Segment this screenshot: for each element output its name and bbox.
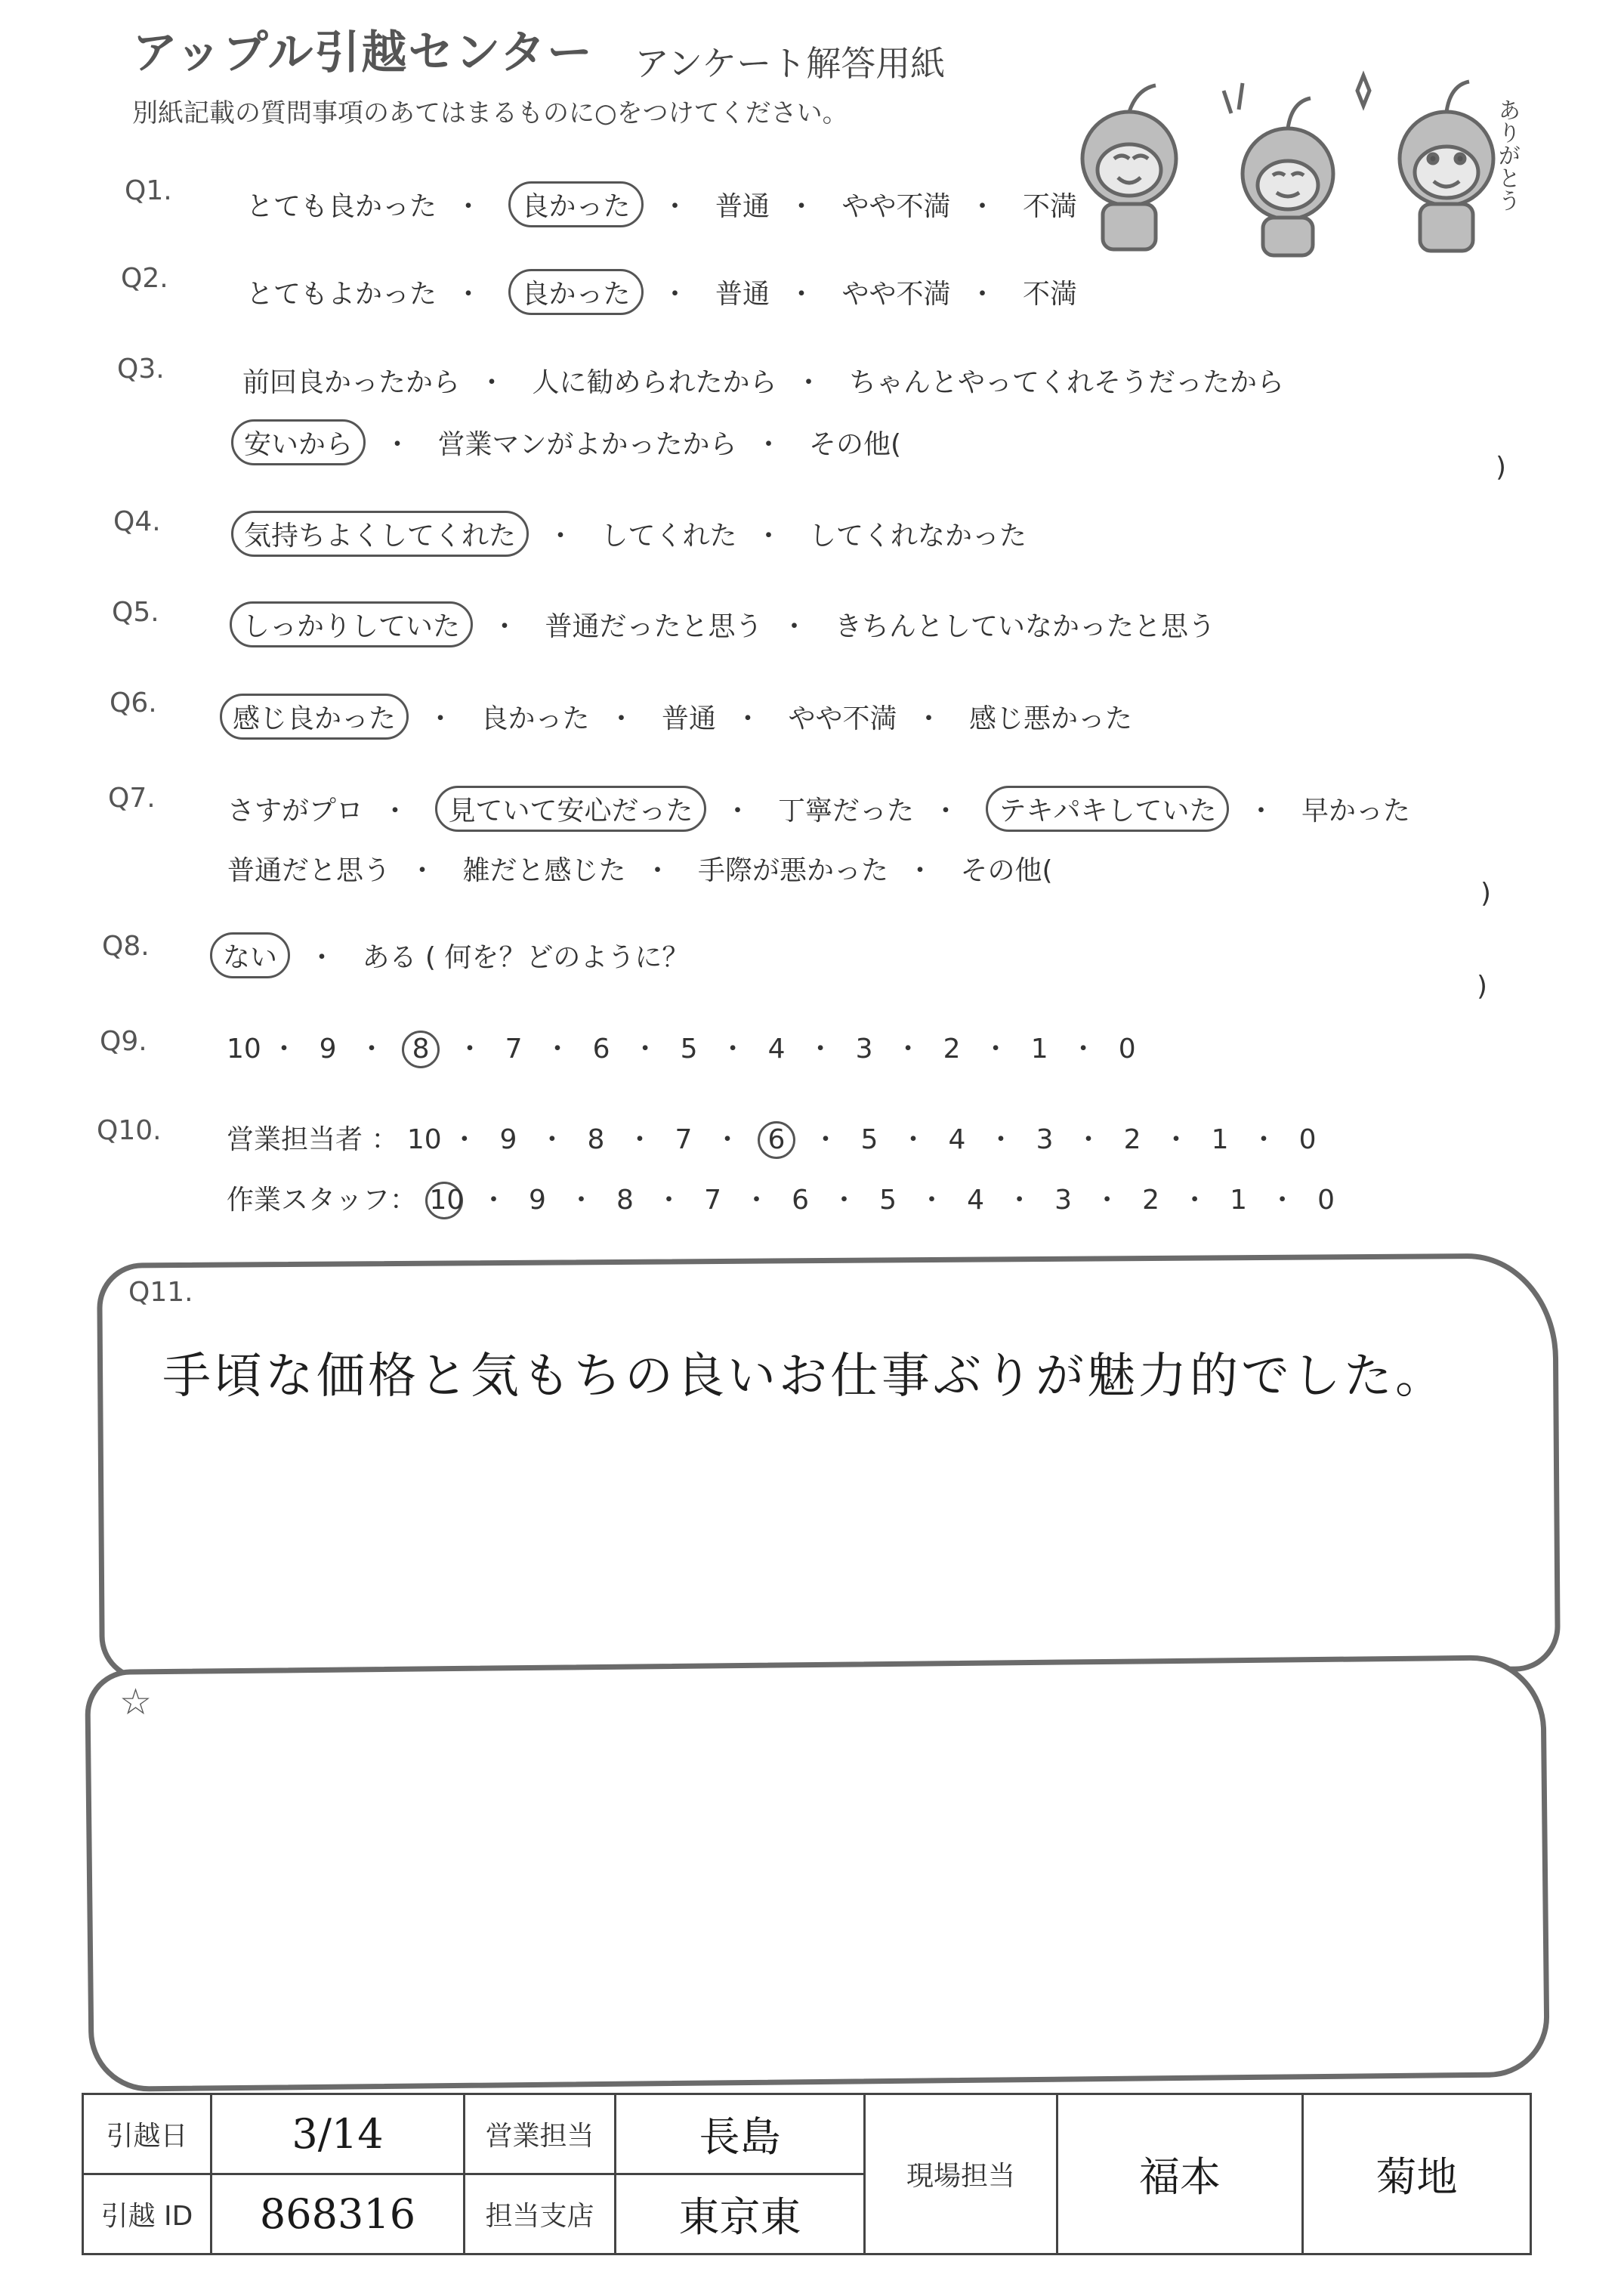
q1-option[interactable]: やや不満 (841, 191, 951, 222)
q10-sales-separator: ・ (1250, 1124, 1278, 1155)
q9-label: Q9. (100, 1026, 147, 1057)
move-date-label: 引越日 (83, 2094, 211, 2174)
q2-options: とてもよかった ・ 良かった ・ 普通 ・ やや不満 ・ 不満 (242, 269, 1082, 315)
q4-options: 気持ちよくしてくれた ・ してくれた ・ してくれなかった (227, 511, 1031, 557)
q10-staff-separator: ・ (1181, 1185, 1209, 1216)
q3-option[interactable]: 営業マンがよかったから (437, 429, 737, 460)
q10-sales-separator: ・ (987, 1124, 1015, 1155)
sales-rep-label: 営業担当 (465, 2094, 616, 2174)
q2-option[interactable]: とてもよかった (246, 279, 437, 310)
q7-option[interactable]: 雑だと感じた (462, 855, 626, 886)
q8-close-paren: ) (1477, 971, 1488, 1002)
q1-options: とても良かった ・ 良かった ・ 普通 ・ やや不満 ・ 不満 (242, 181, 1082, 227)
q5-label: Q5. (112, 597, 159, 628)
branch-label: 担当支店 (465, 2174, 616, 2254)
footer-info-table (82, 2093, 1532, 2255)
q6-option-selected[interactable]: 感じ良かった (220, 694, 409, 740)
q10-sales-label: 営業担当者 ： (227, 1124, 399, 1155)
star-icon: ☆ (119, 1681, 153, 1723)
q2-option-selected[interactable]: 良かった (508, 269, 643, 315)
move-date-value: 3/14 (211, 2094, 465, 2174)
q10-sales-score[interactable]: 8 (587, 1124, 605, 1155)
q10-staff-score[interactable]: 3 (1054, 1185, 1073, 1216)
q10-staff-separator: ・ (480, 1185, 508, 1216)
q9-separator: ・ (456, 1034, 484, 1065)
q9-score[interactable]: 10 (227, 1034, 261, 1065)
q8-option[interactable]: ある ( 何を？どのように？ (362, 942, 690, 973)
site-staff-2-value: 菊地 (1303, 2094, 1531, 2254)
q10-sales-score[interactable]: 4 (948, 1124, 966, 1155)
q1-option-selected[interactable]: 良かった (508, 181, 643, 227)
q4-label: Q4. (113, 506, 161, 537)
q10-staff-separator: ・ (830, 1185, 858, 1216)
q10-staff-separator: ・ (1005, 1185, 1033, 1216)
q9-separator: ・ (270, 1034, 298, 1065)
q9-separator: ・ (807, 1034, 835, 1065)
q5-options: しっかりしていた ・ 普通だったと思う ・ きちんとしていなかったと思う (225, 601, 1220, 647)
q10-staff-score[interactable]: 1 (1230, 1185, 1248, 1216)
q10-sales-score[interactable]: 5 (860, 1124, 878, 1155)
q1-option[interactable]: 普通 (715, 191, 770, 222)
q10-staff-separator: ・ (655, 1185, 683, 1216)
q6-label: Q6. (110, 688, 157, 718)
q10-sales-score[interactable]: 2 (1123, 1124, 1141, 1155)
q3-option[interactable]: 前回良かったから (242, 367, 461, 398)
q7-label: Q7. (108, 783, 156, 814)
q5-option[interactable]: きちんとしていなかったと思う (834, 611, 1215, 642)
q2-label: Q2. (121, 263, 168, 294)
q2-option[interactable]: 普通 (715, 279, 770, 310)
move-id-value: 868316 (211, 2174, 465, 2254)
q10-sales-separator: ・ (811, 1124, 839, 1155)
site-staff-1-value: 福本 (1057, 2094, 1303, 2254)
q3-option-other[interactable]: その他( (808, 429, 902, 460)
q6-option[interactable]: 感じ悪かった (968, 703, 1132, 734)
q8-option-selected[interactable]: ない (210, 932, 290, 978)
q10-sales-separator: ・ (713, 1124, 741, 1155)
q2-option[interactable]: 不満 (1022, 279, 1077, 310)
q9-separator: ・ (544, 1034, 572, 1065)
q10-sales-score[interactable]: 10 (406, 1124, 442, 1155)
q10-sales-separator: ・ (1162, 1124, 1190, 1155)
q10-sales-separator: ・ (625, 1124, 653, 1155)
q3-options-line2: 安いから ・ 営業マンがよかったから ・ その他( (227, 419, 906, 465)
q10-label: Q10. (97, 1115, 162, 1146)
q10-sales-scale (407, 1124, 1321, 1155)
q10-staff-score[interactable]: 0 (1317, 1185, 1335, 1216)
q4-option[interactable]: してくれた (601, 521, 737, 552)
q5-option[interactable]: 普通だったと思う (545, 611, 763, 642)
q10-staff-score[interactable]: 5 (879, 1185, 897, 1216)
q7-option[interactable]: 手際が悪かった (697, 855, 888, 886)
sales-rep-value: 長島 (616, 2094, 865, 2174)
mascot-caption: ありがとう (1493, 98, 1521, 212)
q10-staff-score[interactable]: 6 (792, 1185, 809, 1216)
q10-staff-score-selected[interactable]: 10 (425, 1182, 463, 1219)
q3-option-selected[interactable]: 安いから (231, 419, 366, 465)
q10-sales-separator: ・ (450, 1124, 478, 1155)
q10-staff-label: 作業スタッフ： (227, 1185, 418, 1216)
q3-option[interactable]: ちゃんとやってくれそうだったから (848, 367, 1284, 398)
star-comment-box[interactable] (85, 1655, 1550, 2092)
q10-staff-separator: ・ (743, 1185, 770, 1216)
q3-option[interactable]: 人に勧められたから (532, 367, 777, 398)
monkey-1-icon (1082, 85, 1176, 249)
q11-answer-box[interactable] (97, 1253, 1561, 1681)
q8-options: ない ・ ある ( 何を？どのように？ (205, 932, 693, 978)
q10-staff-score[interactable]: 2 (1142, 1185, 1160, 1216)
q11-handwritten-answer: 手頃な価格と気もちの良いお仕事ぶりが魅力的でした。 (162, 1349, 1446, 1405)
q2-option[interactable]: やや不満 (841, 279, 951, 310)
q4-option[interactable]: してくれなかった (808, 521, 1027, 552)
q9-score[interactable]: 5 (680, 1034, 698, 1065)
q7-option-other[interactable]: その他( (960, 855, 1053, 886)
q6-option[interactable]: 普通 (661, 703, 716, 734)
q10-staff-row (227, 1179, 1340, 1219)
q10-staff-score[interactable]: 4 (967, 1185, 985, 1216)
q7-close-paren: ) (1480, 878, 1492, 909)
site-staff-label: 現場担当 (865, 2094, 1057, 2254)
q7-option-selected[interactable]: 見ていて安心だった (435, 786, 705, 832)
q3-options-line1: 前回良かったから ・ 人に勧められたから ・ ちゃんとやってくれそうだったから (238, 361, 1289, 400)
monkey-3-icon (1400, 82, 1493, 251)
q10-staff-separator: ・ (918, 1185, 946, 1216)
q9-separator: ・ (631, 1034, 659, 1065)
branch-value: 東京東 (616, 2174, 865, 2254)
q4-option-selected[interactable]: 気持ちよくしてくれた (231, 511, 529, 557)
q10-staff-separator: ・ (567, 1185, 595, 1216)
q9-separator: ・ (1070, 1034, 1098, 1065)
q7-option[interactable]: 早かった (1301, 796, 1410, 827)
q9-score[interactable]: 7 (505, 1034, 523, 1065)
q10-sales-score[interactable]: 7 (675, 1124, 693, 1155)
q7-options-line2: 普通だと思う ・ 雑だと感じた ・ 手際が悪かった ・ その他( (223, 849, 1057, 888)
q10-sales-separator: ・ (1075, 1124, 1103, 1155)
q6-options: 感じ良かった ・ 良かった ・ 普通 ・ やや不満 ・ 感じ悪かった (215, 694, 1137, 740)
q9-score-selected[interactable]: 8 (402, 1031, 440, 1068)
q6-option[interactable]: やや不満 (788, 703, 897, 734)
q1-option[interactable]: とても良かった (246, 191, 437, 222)
company-name: アップル引越センター (132, 26, 594, 79)
q10-sales-separator: ・ (899, 1124, 927, 1155)
q10-staff-score[interactable]: 9 (529, 1185, 546, 1216)
q10-sales-score[interactable]: 1 (1211, 1124, 1229, 1155)
monkey-2-icon (1243, 98, 1333, 255)
q10-staff-score[interactable]: 8 (616, 1185, 634, 1216)
q11-label: Q11. (128, 1277, 193, 1308)
q3-label: Q3. (117, 354, 165, 385)
q9-score[interactable]: 2 (943, 1034, 961, 1065)
q6-option[interactable]: 良かった (480, 703, 590, 734)
monkey-mascot-illustration (1057, 45, 1556, 264)
q1-label: Q1. (125, 175, 172, 206)
q10-sales-score-selected[interactable]: 6 (758, 1121, 795, 1159)
q9-separator: ・ (894, 1034, 922, 1065)
q3-close-paren: ) (1496, 452, 1507, 483)
q7-option[interactable]: 丁寧だった (777, 796, 914, 827)
q7-option-selected[interactable]: テキパキしていた (986, 786, 1229, 832)
q9-score[interactable]: 6 (592, 1034, 610, 1065)
form-title: アンケート解答用紙 (634, 43, 946, 84)
q10-staff-score[interactable]: 7 (704, 1185, 721, 1216)
q10-staff-separator: ・ (1093, 1185, 1121, 1216)
q9-score[interactable]: 1 (1030, 1034, 1048, 1065)
q10-staff-scale (425, 1185, 1339, 1216)
q9-score[interactable]: 0 (1118, 1034, 1136, 1065)
q7-option[interactable]: さすがプロ (227, 796, 364, 827)
q9-scale (227, 1028, 1141, 1068)
q7-options-line1: さすがプロ ・ 見ていて安心だった ・ 丁寧だった ・ テキパキしていた ・ 早かった (223, 786, 1415, 832)
q9-separator: ・ (719, 1034, 747, 1065)
q9-separator: ・ (982, 1034, 1010, 1065)
q9-score[interactable]: 9 (319, 1034, 337, 1065)
q7-option[interactable]: 普通だと思う (227, 855, 391, 886)
q8-label: Q8. (102, 931, 150, 962)
q9-separator: ・ (358, 1034, 386, 1065)
q1-option[interactable]: 不満 (1022, 191, 1077, 222)
q10-staff-separator: ・ (1268, 1185, 1296, 1216)
q10-sales-row (227, 1118, 1321, 1159)
q9-score[interactable]: 3 (855, 1034, 873, 1065)
q10-sales-score[interactable]: 3 (1036, 1124, 1054, 1155)
q9-score[interactable]: 4 (767, 1034, 786, 1065)
q10-sales-separator: ・ (538, 1124, 566, 1155)
move-id-label: 引越 ID (83, 2174, 211, 2254)
q10-sales-score[interactable]: 9 (499, 1124, 517, 1155)
instruction-text: 別紙記載の質問事項のあてはまるものに○をつけてください。 (132, 98, 848, 128)
q10-sales-score[interactable]: 0 (1298, 1124, 1317, 1155)
q5-option-selected[interactable]: しっかりしていた (230, 601, 473, 647)
